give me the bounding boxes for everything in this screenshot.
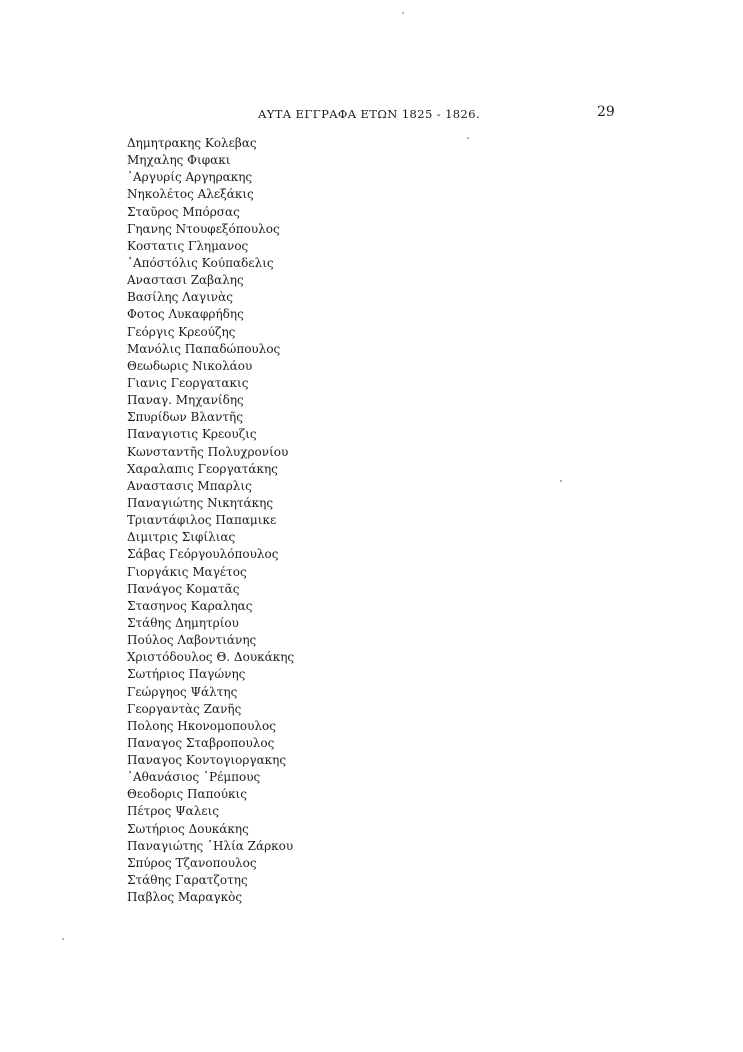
name-entry: Στάθης Δημητρίου	[127, 615, 239, 630]
name-entry: Κωνσταντῆς Πολυχρονίου	[127, 444, 289, 459]
name-entry: Μανόλις Παπαδώπουλος	[127, 341, 281, 356]
name-entry: Σπύρος Τζανοπουλος	[127, 855, 257, 870]
name-entry: Χριστόδουλος Θ. Δουκάκης	[127, 650, 295, 665]
name-entry: Γιανις Γεοργατακις	[127, 375, 249, 390]
name-entry: Θεοδορις Παπούκις	[127, 787, 247, 802]
name-list	[127, 135, 294, 906]
name-entry: Γηανης Ντουφεξόπουλος	[127, 221, 280, 236]
name-entry: Δημητρακης Κολεβας	[127, 136, 257, 150]
name-entry: Σπυρίδων Βλαντῆς	[127, 410, 243, 425]
name-entry: Σταῦρος Μπόρσας	[127, 204, 240, 219]
name-entry: Σωτήριος Παγώνης	[127, 667, 246, 682]
name-entry: Γιοργάκις Μαγέτος	[127, 564, 247, 579]
name-entry: Πολοης Ηκονομοπουλος	[127, 718, 276, 733]
scan-speck	[560, 480, 562, 482]
name-entry: Παναγιώτης Νικητάκης	[127, 495, 274, 510]
name-entry: Νηκολέτος Αλεξάκις	[127, 187, 254, 202]
name-entry: Χαραλαπις Γεοργατάκης	[127, 461, 278, 476]
name-entry: Σάβας Γεόργουλόπουλος	[127, 547, 279, 562]
page-number: 29	[597, 104, 615, 120]
name-entry: ᾿Αργυρίς Αργηρακης	[127, 170, 253, 185]
name-entry: Φοτος Λυκαφρήδης	[127, 307, 244, 322]
name-entry: Γεώργηος Ψάλτης	[127, 684, 238, 699]
name-entry: Διμιτρις Σιφίλιας	[127, 530, 236, 545]
running-title: ΑΥΤΑ ΕΓΓΡΑΦΑ ΕΤΩΝ 1825 - 1826.	[258, 107, 481, 121]
name-entry: Πανάγος Κοματᾶς	[127, 581, 240, 596]
name-entry: ᾿Απόστόλις Κούπαδελις	[127, 255, 274, 270]
name-entry: Στάθης Γαρατζοτης	[127, 873, 248, 888]
name-entry: Παναγιοτις Κρεουζις	[127, 427, 257, 442]
name-entry: Κοστατις Γλημανος	[127, 238, 249, 253]
name-entry: Μηχαλης Φιφακι	[127, 153, 231, 168]
name-entry: Αναστασις Μπαρλις	[127, 478, 252, 493]
name-entry: Σωτήριος Δουκάκης	[127, 821, 249, 836]
name-entry: Αναστασι Ζαβαλης	[127, 273, 244, 288]
name-entry: Γεοργαντὰς Ζανῆς	[127, 701, 242, 716]
name-entry: Βασίλης Λαγινὰς	[127, 290, 233, 305]
name-entry: Γεόργις Κρεούζης	[127, 324, 236, 339]
name-entry: Πέτρος Ψαλεις	[127, 804, 220, 819]
scan-speck	[402, 12, 404, 14]
scan-speck	[467, 137, 469, 139]
scan-speck	[62, 938, 64, 940]
name-entry: Τριαντάφιλος Παπαμικε	[127, 513, 277, 528]
name-entry: Παβλος Μαραγκὸς	[127, 890, 243, 905]
name-entry: Πούλος Λαβοντιάνης	[127, 633, 257, 648]
name-entry: Παναγ. Μηχανίδης	[127, 393, 244, 408]
name-entry: Θεωδωρις Νικολάου	[127, 358, 253, 373]
name-entry: ᾿Αθανάσιος ῾Ρέμπους	[127, 770, 261, 785]
name-entry: Στασηνος Καραληας	[127, 598, 253, 613]
name-entry: Παναγος Σταβροπουλος	[127, 735, 275, 750]
name-entry: Παναγος Κοντογιοργακης	[127, 753, 287, 768]
name-entry: Παναγιώτης ῾Ηλία Ζάρκου	[127, 838, 294, 853]
